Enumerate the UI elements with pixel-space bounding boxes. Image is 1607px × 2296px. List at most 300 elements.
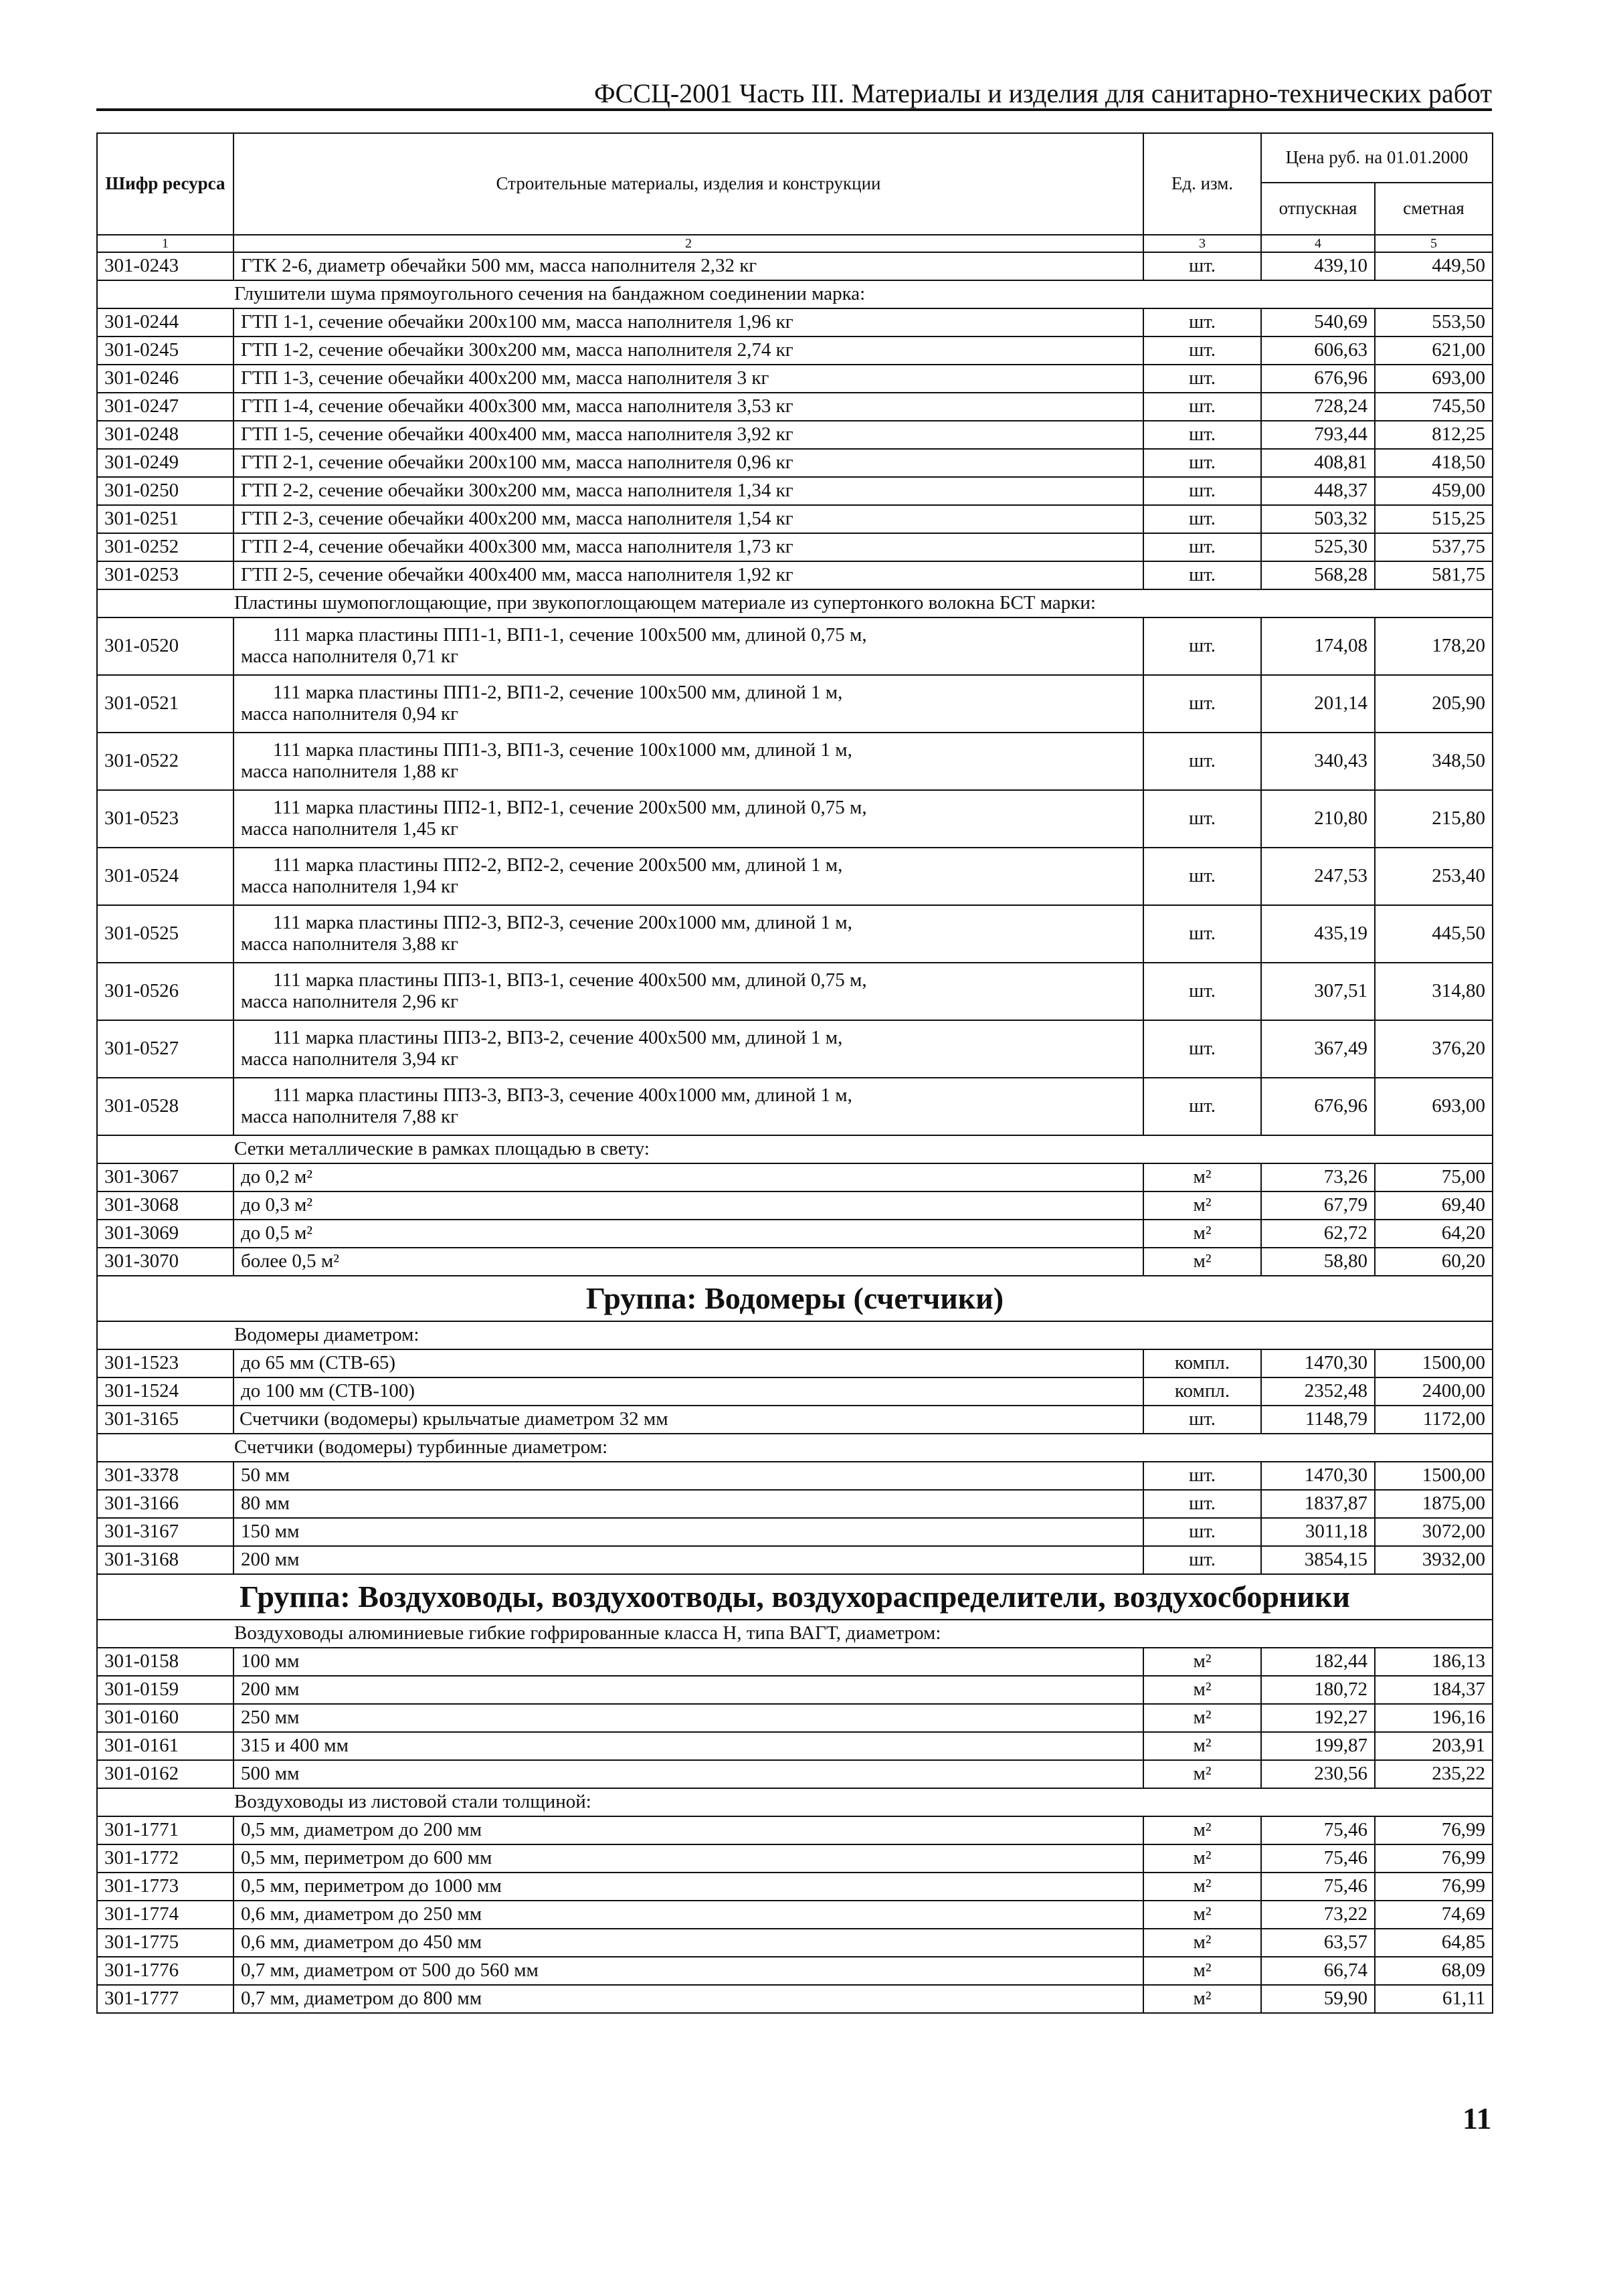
item-description — [233, 1020, 1143, 1078]
section-row — [97, 280, 1493, 308]
table-row — [97, 733, 1493, 790]
resource-code: 301-3378 — [97, 1462, 233, 1490]
group-row — [97, 1276, 1493, 1321]
item-description: ГТП 2-3, сечение обечайки 400х200 мм, масса наполнителя 1,54 кг — [233, 505, 1143, 533]
section-row — [97, 1620, 1493, 1648]
item-description-line1: 111 марка пластины ПП2-3, ВП2-3, сечение 200х1000 мм, длиной 1 м, — [273, 912, 852, 934]
estimate-price: 75,00 — [1375, 1163, 1493, 1191]
table-row — [97, 1901, 1493, 1929]
unit-cell: шт. — [1143, 533, 1261, 561]
table-row — [97, 252, 1493, 280]
table-row — [97, 1704, 1493, 1732]
item-description: 0,5 мм, диаметром до 200 мм — [233, 1816, 1143, 1844]
release-price: 540,69 — [1261, 308, 1375, 337]
section-title: Глушители шума прямоугольного сечения на бандажном соединении марка: — [97, 280, 1493, 308]
resource-code: 301-0521 — [97, 675, 233, 733]
table-row — [97, 617, 1493, 675]
estimate-price: 76,99 — [1375, 1816, 1493, 1844]
estimate-price: 76,99 — [1375, 1844, 1493, 1873]
column-header-name: Строительные материалы, изделия и конструкции — [233, 133, 1143, 235]
resource-code: 301-0250 — [97, 477, 233, 505]
section-row — [97, 1135, 1493, 1163]
estimate-price: 76,99 — [1375, 1873, 1493, 1901]
group-row — [97, 1574, 1493, 1620]
resource-code: 301-0253 — [97, 561, 233, 589]
release-price: 1470,30 — [1261, 1462, 1375, 1490]
release-price: 435,19 — [1261, 905, 1375, 963]
resource-code: 301-3070 — [97, 1248, 233, 1276]
unit-cell: шт. — [1143, 617, 1261, 675]
estimate-price: 3932,00 — [1375, 1546, 1493, 1574]
release-price: 247,53 — [1261, 848, 1375, 905]
table-row — [97, 1490, 1493, 1518]
estimate-price: 418,50 — [1375, 449, 1493, 477]
resource-code: 301-3166 — [97, 1490, 233, 1518]
resource-code: 301-1776 — [97, 1957, 233, 1985]
item-description: 0,6 мм, диаметром до 450 мм — [233, 1929, 1143, 1957]
item-description: ГТК 2-6, диаметр обечайки 500 мм, масса наполнителя 2,32 кг — [233, 252, 1143, 280]
release-price: 408,81 — [1261, 449, 1375, 477]
release-price: 1148,79 — [1261, 1406, 1375, 1434]
item-description-line2: масса наполнителя 3,88 кг — [241, 933, 458, 955]
item-description: ГТП 1-3, сечение обечайки 400х200 мм, масса наполнителя 3 кг — [233, 365, 1143, 393]
release-price: 525,30 — [1261, 533, 1375, 561]
release-price: 199,87 — [1261, 1732, 1375, 1760]
estimate-price: 215,80 — [1375, 790, 1493, 848]
unit-cell: шт. — [1143, 505, 1261, 533]
release-price: 62,72 — [1261, 1220, 1375, 1248]
release-price: 73,22 — [1261, 1901, 1375, 1929]
column-number: 2 — [233, 235, 1143, 252]
item-description-line2: масса наполнителя 0,71 кг — [241, 646, 458, 667]
unit-cell: шт. — [1143, 449, 1261, 477]
column-header-price-group: Цена руб. на 01.01.2000 — [1261, 133, 1493, 183]
item-description: 0,7 мм, диаметром от 500 до 560 мм — [233, 1957, 1143, 1985]
resource-code: 301-0524 — [97, 848, 233, 905]
estimate-price: 184,37 — [1375, 1676, 1493, 1704]
release-price: 503,32 — [1261, 505, 1375, 533]
release-price: 66,74 — [1261, 1957, 1375, 1985]
resource-code: 301-0528 — [97, 1078, 233, 1135]
unit-cell: м² — [1143, 1704, 1261, 1732]
release-price: 75,46 — [1261, 1816, 1375, 1844]
resource-code: 301-1773 — [97, 1873, 233, 1901]
table-row — [97, 421, 1493, 449]
estimate-price: 1172,00 — [1375, 1406, 1493, 1434]
section-title: Сетки металлические в рамках площадью в свету: — [97, 1135, 1493, 1163]
estimate-price: 1500,00 — [1375, 1349, 1493, 1377]
column-number: 5 — [1375, 235, 1493, 252]
item-description: до 100 мм (СТВ-100) — [233, 1377, 1143, 1406]
item-description: 80 мм — [233, 1490, 1143, 1518]
group-title: Группа: Воздуховоды, воздухоотводы, воздухораспределители, воздухосборники — [97, 1574, 1493, 1620]
item-description: 0,7 мм, диаметром до 800 мм — [233, 1985, 1143, 2013]
estimate-price: 1875,00 — [1375, 1490, 1493, 1518]
table-row — [97, 1676, 1493, 1704]
resource-code: 301-0162 — [97, 1760, 233, 1788]
unit-cell: шт. — [1143, 675, 1261, 733]
table-row — [97, 1760, 1493, 1788]
estimate-price: 69,40 — [1375, 1191, 1493, 1220]
table-row — [97, 790, 1493, 848]
resource-code: 301-0161 — [97, 1732, 233, 1760]
table-row — [97, 1985, 1493, 2013]
resource-code: 301-1777 — [97, 1985, 233, 2013]
column-number: 3 — [1143, 235, 1261, 252]
resource-code: 301-0245 — [97, 337, 233, 365]
unit-cell: шт. — [1143, 308, 1261, 337]
unit-cell: м² — [1143, 1760, 1261, 1788]
item-description: 0,5 мм, периметром до 600 мм — [233, 1844, 1143, 1873]
item-description — [233, 848, 1143, 905]
table-row — [97, 1406, 1493, 1434]
table-row — [97, 1929, 1493, 1957]
item-description: ГТП 2-4, сечение обечайки 400х300 мм, масса наполнителя 1,73 кг — [233, 533, 1143, 561]
estimate-price: 60,20 — [1375, 1248, 1493, 1276]
release-price: 3854,15 — [1261, 1546, 1375, 1574]
estimate-price: 205,90 — [1375, 675, 1493, 733]
resource-code: 301-0252 — [97, 533, 233, 561]
table-row — [97, 675, 1493, 733]
item-description-line2: масса наполнителя 1,88 кг — [241, 761, 458, 782]
item-description — [233, 675, 1143, 733]
table-row — [97, 963, 1493, 1020]
item-description-line1: 111 марка пластины ПП2-2, ВП2-2, сечение 200х500 мм, длиной 1 м, — [273, 854, 843, 876]
release-price: 75,46 — [1261, 1873, 1375, 1901]
estimate-price: 253,40 — [1375, 848, 1493, 905]
resource-code: 301-1524 — [97, 1377, 233, 1406]
estimate-price: 203,91 — [1375, 1732, 1493, 1760]
resource-code: 301-0520 — [97, 617, 233, 675]
unit-cell: м² — [1143, 1929, 1261, 1957]
release-price: 676,96 — [1261, 365, 1375, 393]
table-row — [97, 449, 1493, 477]
unit-cell: шт. — [1143, 733, 1261, 790]
item-description-line1: 111 марка пластины ПП1-3, ВП1-3, сечение 100х1000 мм, длиной 1 м, — [273, 739, 852, 761]
unit-cell: шт. — [1143, 365, 1261, 393]
item-description: до 0,5 м² — [233, 1220, 1143, 1248]
section-title: Воздуховоды алюминиевые гибкие гофрированные класса Н, типа ВАГТ, диаметром: — [97, 1620, 1493, 1648]
estimate-price: 61,11 — [1375, 1985, 1493, 2013]
section-title: Счетчики (водомеры) турбинные диаметром: — [97, 1434, 1493, 1462]
item-description-line2: масса наполнителя 7,88 кг — [241, 1106, 458, 1127]
resource-code: 301-1771 — [97, 1816, 233, 1844]
estimate-price: 178,20 — [1375, 617, 1493, 675]
resource-code: 301-3068 — [97, 1191, 233, 1220]
section-row — [97, 1434, 1493, 1462]
release-price: 1470,30 — [1261, 1349, 1375, 1377]
table-row — [97, 1020, 1493, 1078]
estimate-price: 3072,00 — [1375, 1518, 1493, 1546]
estimate-price: 1500,00 — [1375, 1462, 1493, 1490]
item-description: ГТП 1-4, сечение обечайки 400х300 мм, масса наполнителя 3,53 кг — [233, 393, 1143, 421]
resource-code: 301-3067 — [97, 1163, 233, 1191]
section-title: Водомеры диаметром: — [97, 1321, 1493, 1349]
item-description: 500 мм — [233, 1760, 1143, 1788]
item-description-line2: масса наполнителя 1,94 кг — [241, 876, 458, 897]
unit-cell: шт. — [1143, 1546, 1261, 1574]
table-row — [97, 1078, 1493, 1135]
page-header — [96, 75, 1492, 111]
item-description: до 65 мм (СТВ-65) — [233, 1349, 1143, 1377]
table-row — [97, 1957, 1493, 1985]
resource-code: 301-0247 — [97, 393, 233, 421]
release-price: 439,10 — [1261, 252, 1375, 280]
item-description — [233, 1078, 1143, 1135]
table-row — [97, 1816, 1493, 1844]
resource-code: 301-0251 — [97, 505, 233, 533]
unit-cell: м² — [1143, 1732, 1261, 1760]
resource-code: 301-3167 — [97, 1518, 233, 1546]
release-price: 448,37 — [1261, 477, 1375, 505]
resource-code: 301-0523 — [97, 790, 233, 848]
unit-cell: м² — [1143, 1248, 1261, 1276]
estimate-price: 64,85 — [1375, 1929, 1493, 1957]
resource-code: 301-0526 — [97, 963, 233, 1020]
unit-cell: шт. — [1143, 1020, 1261, 1078]
estimate-price: 74,69 — [1375, 1901, 1493, 1929]
unit-cell: шт. — [1143, 963, 1261, 1020]
resource-code: 301-0525 — [97, 905, 233, 963]
item-description: Счетчики (водомеры) крыльчатые диаметром 32 мм — [233, 1406, 1143, 1434]
release-price: 307,51 — [1261, 963, 1375, 1020]
item-description: 0,5 мм, периметром до 1000 мм — [233, 1873, 1143, 1901]
section-row — [97, 589, 1493, 617]
table-row — [97, 1462, 1493, 1490]
column-header-unit: Ед. изм. — [1143, 133, 1261, 235]
resource-code: 301-1774 — [97, 1901, 233, 1929]
item-description — [233, 790, 1143, 848]
item-description-line1: 111 марка пластины ПП1-2, ВП1-2, сечение 100х500 мм, длиной 1 м, — [273, 682, 843, 704]
item-description-line1: 111 марка пластины ПП3-3, ВП3-3, сечение 400х1000 мм, длиной 1 м, — [273, 1084, 852, 1107]
table-row — [97, 1191, 1493, 1220]
page-header-title: ФССЦ-2001 Часть III. Материалы и изделия для санитарно-технических работ — [594, 78, 1492, 108]
estimate-price: 2400,00 — [1375, 1377, 1493, 1406]
item-description: 50 мм — [233, 1462, 1143, 1490]
release-price: 73,26 — [1261, 1163, 1375, 1191]
release-price: 3011,18 — [1261, 1518, 1375, 1546]
item-description-line1: 111 марка пластины ПП2-1, ВП2-1, сечение 200х500 мм, длиной 0,75 м, — [273, 797, 867, 819]
table-row — [97, 365, 1493, 393]
item-description: ГТП 1-1, сечение обечайки 200х100 мм, масса наполнителя 1,96 кг — [233, 308, 1143, 337]
table-row — [97, 1349, 1493, 1377]
price-table — [96, 132, 1493, 2014]
resource-code: 301-3168 — [97, 1546, 233, 1574]
section-title: Пластины шумопоглощающие, при звукопоглощающем материале из супертонкого волокна БСТ марки: — [97, 589, 1493, 617]
release-price: 182,44 — [1261, 1648, 1375, 1676]
item-description: ГТП 1-5, сечение обечайки 400х400 мм, масса наполнителя 3,92 кг — [233, 421, 1143, 449]
table-row — [97, 533, 1493, 561]
table-row — [97, 393, 1493, 421]
unit-cell: шт. — [1143, 848, 1261, 905]
resource-code: 301-1775 — [97, 1929, 233, 1957]
resource-code: 301-3069 — [97, 1220, 233, 1248]
table-row — [97, 1377, 1493, 1406]
table-row — [97, 1248, 1493, 1276]
release-price: 201,14 — [1261, 675, 1375, 733]
unit-cell: м² — [1143, 1220, 1261, 1248]
estimate-price: 537,75 — [1375, 533, 1493, 561]
item-description: ГТП 2-2, сечение обечайки 300х200 мм, масса наполнителя 1,34 кг — [233, 477, 1143, 505]
table-row — [97, 337, 1493, 365]
table-row — [97, 1163, 1493, 1191]
unit-cell: шт. — [1143, 337, 1261, 365]
item-description: 200 мм — [233, 1546, 1143, 1574]
table-row — [97, 308, 1493, 337]
estimate-price: 68,09 — [1375, 1957, 1493, 1985]
resource-code: 301-0160 — [97, 1704, 233, 1732]
unit-cell: компл. — [1143, 1377, 1261, 1406]
item-description-line2: масса наполнителя 2,96 кг — [241, 991, 458, 1012]
release-price: 67,79 — [1261, 1191, 1375, 1220]
item-description-line2: масса наполнителя 0,94 кг — [241, 703, 458, 725]
section-title: Воздуховоды из листовой стали толщиной: — [97, 1788, 1493, 1816]
item-description — [233, 905, 1143, 963]
item-description: ГТП 2-5, сечение обечайки 400х400 мм, масса наполнителя 1,92 кг — [233, 561, 1143, 589]
unit-cell: шт. — [1143, 1462, 1261, 1490]
estimate-price: 515,25 — [1375, 505, 1493, 533]
release-price: 192,27 — [1261, 1704, 1375, 1732]
item-description: 0,6 мм, диаметром до 250 мм — [233, 1901, 1143, 1929]
release-price: 59,90 — [1261, 1985, 1375, 2013]
item-description: ГТП 2-1, сечение обечайки 200х100 мм, масса наполнителя 0,96 кг — [233, 449, 1143, 477]
estimate-price: 459,00 — [1375, 477, 1493, 505]
estimate-price: 186,13 — [1375, 1648, 1493, 1676]
item-description: 315 и 400 мм — [233, 1732, 1143, 1760]
unit-cell: м² — [1143, 1163, 1261, 1191]
table-row — [97, 1844, 1493, 1873]
unit-cell: м² — [1143, 1648, 1261, 1676]
item-description: до 0,3 м² — [233, 1191, 1143, 1220]
estimate-price: 812,25 — [1375, 421, 1493, 449]
unit-cell: шт. — [1143, 1078, 1261, 1135]
unit-cell: шт. — [1143, 1490, 1261, 1518]
release-price: 340,43 — [1261, 733, 1375, 790]
section-row — [97, 1321, 1493, 1349]
table-body — [97, 252, 1493, 2013]
unit-cell: шт. — [1143, 421, 1261, 449]
table-row — [97, 561, 1493, 589]
estimate-price: 376,20 — [1375, 1020, 1493, 1078]
column-number: 4 — [1261, 235, 1375, 252]
resource-code: 301-0158 — [97, 1648, 233, 1676]
table-row — [97, 1546, 1493, 1574]
table-row — [97, 848, 1493, 905]
unit-cell: шт. — [1143, 252, 1261, 280]
release-price: 174,08 — [1261, 617, 1375, 675]
unit-cell: м² — [1143, 1873, 1261, 1901]
release-price: 568,28 — [1261, 561, 1375, 589]
estimate-price: 449,50 — [1375, 252, 1493, 280]
table-row — [97, 477, 1493, 505]
table-row — [97, 505, 1493, 533]
release-price: 180,72 — [1261, 1676, 1375, 1704]
release-price: 367,49 — [1261, 1020, 1375, 1078]
item-description: 200 мм — [233, 1676, 1143, 1704]
resource-code: 301-0527 — [97, 1020, 233, 1078]
resource-code: 301-0244 — [97, 308, 233, 337]
item-description-line1: 111 марка пластины ПП1-1, ВП1-1, сечение 100х500 мм, длиной 0,75 м, — [273, 624, 867, 646]
table-row — [97, 1220, 1493, 1248]
resource-code: 301-0246 — [97, 365, 233, 393]
resource-code: 301-1523 — [97, 1349, 233, 1377]
unit-cell: шт. — [1143, 1518, 1261, 1546]
table-row — [97, 1732, 1493, 1760]
unit-cell: м² — [1143, 1191, 1261, 1220]
release-price: 63,57 — [1261, 1929, 1375, 1957]
item-description — [233, 617, 1143, 675]
unit-cell: м² — [1143, 1901, 1261, 1929]
estimate-price: 64,20 — [1375, 1220, 1493, 1248]
estimate-price: 553,50 — [1375, 308, 1493, 337]
resource-code: 301-0248 — [97, 421, 233, 449]
table-row — [97, 1873, 1493, 1901]
unit-cell: м² — [1143, 1816, 1261, 1844]
unit-cell: м² — [1143, 1985, 1261, 2013]
table-row — [97, 1648, 1493, 1676]
item-description-line1: 111 марка пластины ПП3-1, ВП3-1, сечение 400х500 мм, длиной 0,75 м, — [273, 969, 867, 991]
item-description — [233, 963, 1143, 1020]
unit-cell: шт. — [1143, 1406, 1261, 1434]
unit-cell: м² — [1143, 1676, 1261, 1704]
item-description: 150 мм — [233, 1518, 1143, 1546]
item-description — [233, 733, 1143, 790]
resource-code: 301-0159 — [97, 1676, 233, 1704]
column-number: 1 — [97, 235, 233, 252]
release-price: 230,56 — [1261, 1760, 1375, 1788]
resource-code: 301-1772 — [97, 1844, 233, 1873]
section-row — [97, 1788, 1493, 1816]
item-description: до 0,2 м² — [233, 1163, 1143, 1191]
estimate-price: 693,00 — [1375, 365, 1493, 393]
resource-code: 301-0522 — [97, 733, 233, 790]
unit-cell: шт. — [1143, 477, 1261, 505]
resource-code: 301-3165 — [97, 1406, 233, 1434]
column-header-estimate-price: сметная — [1375, 183, 1493, 235]
item-description: 100 мм — [233, 1648, 1143, 1676]
release-price: 2352,48 — [1261, 1377, 1375, 1406]
item-description: более 0,5 м² — [233, 1248, 1143, 1276]
unit-cell: шт. — [1143, 790, 1261, 848]
table-row — [97, 905, 1493, 963]
release-price: 728,24 — [1261, 393, 1375, 421]
group-title: Группа: Водомеры (счетчики) — [97, 1276, 1493, 1321]
estimate-price: 745,50 — [1375, 393, 1493, 421]
column-header-code: Шифр ресурса — [97, 133, 233, 235]
unit-cell: м² — [1143, 1844, 1261, 1873]
estimate-price: 348,50 — [1375, 733, 1493, 790]
item-description-line2: масса наполнителя 3,94 кг — [241, 1048, 458, 1070]
release-price: 58,80 — [1261, 1248, 1375, 1276]
estimate-price: 196,16 — [1375, 1704, 1493, 1732]
unit-cell: шт. — [1143, 905, 1261, 963]
column-header-release-price: отпускная — [1261, 183, 1375, 235]
item-description-line2: масса наполнителя 1,45 кг — [241, 818, 458, 840]
estimate-price: 693,00 — [1375, 1078, 1493, 1135]
item-description: ГТП 1-2, сечение обечайки 300х200 мм, масса наполнителя 2,74 кг — [233, 337, 1143, 365]
unit-cell: шт. — [1143, 561, 1261, 589]
estimate-price: 621,00 — [1375, 337, 1493, 365]
resource-code: 301-0249 — [97, 449, 233, 477]
unit-cell: шт. — [1143, 393, 1261, 421]
estimate-price: 235,22 — [1375, 1760, 1493, 1788]
estimate-price: 314,80 — [1375, 963, 1493, 1020]
release-price: 1837,87 — [1261, 1490, 1375, 1518]
unit-cell: компл. — [1143, 1349, 1261, 1377]
table-row — [97, 1518, 1493, 1546]
release-price: 676,96 — [1261, 1078, 1375, 1135]
item-description: 250 мм — [233, 1704, 1143, 1732]
